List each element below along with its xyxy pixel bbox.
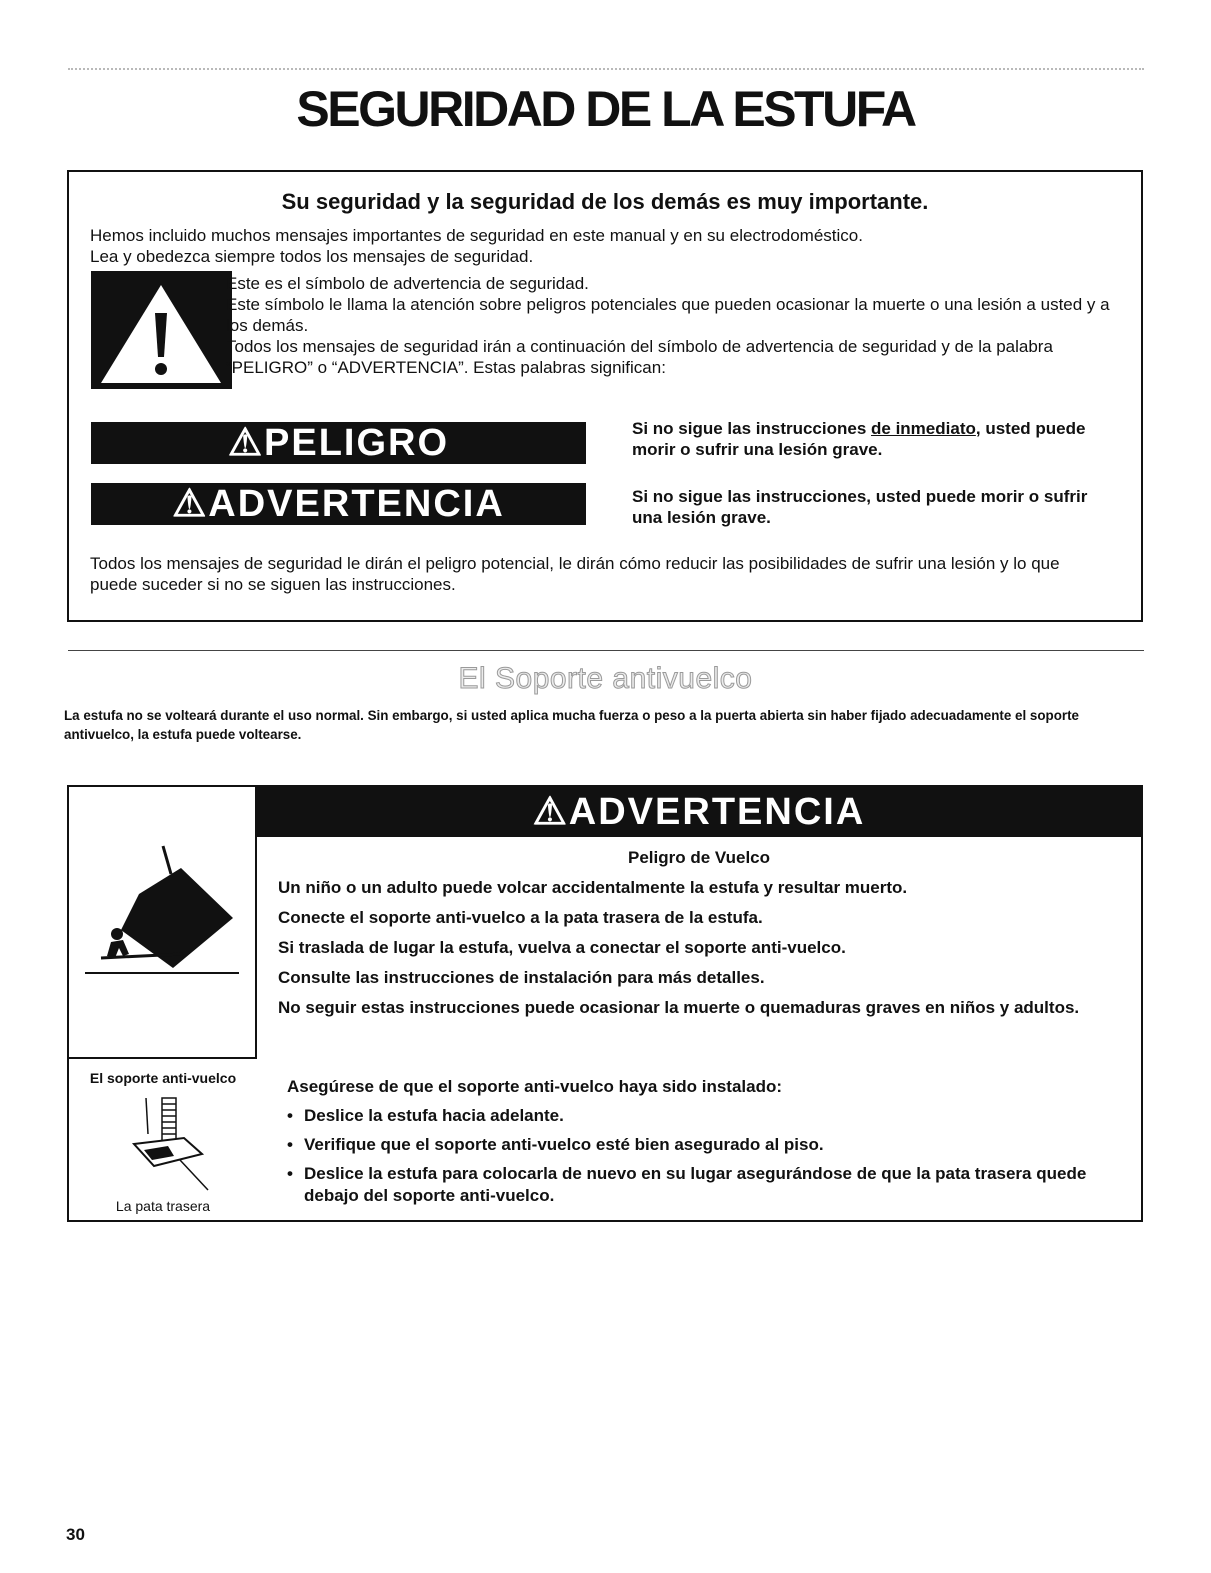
checklist-item-text: Verifique que el soporte anti-vuelco esté bien asegurado al piso. [304,1135,824,1154]
bullet-dot: • [287,1164,293,1183]
page-number: 30 [66,1525,85,1544]
symbol-text-1: Este es el símbolo de advertencia de seguridad. [226,274,589,293]
danger-desc-underline: de inmediato [871,419,976,438]
checklist-item-text: Deslice la estufa hacia adelante. [304,1106,564,1125]
section-rule [68,650,1144,651]
hazard-line: No seguir estas instrucciones puede ocasionar la muerte o quemaduras graves en niños y adultos. [278,998,1080,1017]
banner-warning-icon: ⚠ [532,791,569,833]
tip-over-icon [83,842,243,982]
page-title: SEGURIDAD DE LA ESTUFA [296,81,915,137]
safety-message-box [67,170,1143,622]
banner-label: ADVERTENCIA [568,791,866,833]
safety-intro-line-2: Lea y obedezca siempre todos los mensajes de seguridad. [90,247,534,266]
bullet-dot: • [287,1135,293,1154]
danger-desc-post: , usted puede morir o sufrir una lesión grave. [632,419,1086,459]
foot-label: La pata trasera [115,1198,211,1214]
danger-description [632,418,1102,460]
section-intro: La estufa no se volteará durante el uso normal. Sin embargo, si usted aplica mucha fuerza o peso a la puerta abierta sin haber fijado adecuadamente el soporte antivuelco, la estufa puede voltearse. [64,708,1080,742]
install-checklist [287,1076,1127,1207]
symbol-text-2: Este símbolo le llama la atención sobre peligros potenciales que pueden ocasionar la muerte o una lesión a usted y a los demás. [226,295,1110,335]
warning-label: ADVERTENCIA [208,483,505,525]
safety-intro-line-1: Hemos incluido muchos mensajes importantes de seguridad en este manual y en su electrodoméstico. [90,226,863,245]
hazard-line: Conecte el soporte anti-vuelco a la pata trasera de la estufa. [278,908,763,927]
warning-alert-icon: ⚠ [172,483,209,525]
section-title: El Soporte antivuelco [458,662,753,695]
checklist-heading: Asegúrese de que el soporte anti-vuelco haya sido instalado: [287,1077,783,1096]
anti-tip-warning-box [67,785,1143,1222]
hazard-line: Si traslada de lugar la estufa, vuelva a conectar el soporte anti-vuelco. [278,938,846,957]
checklist-item [287,1105,1127,1127]
hazard-lines [278,877,1128,1019]
bracket-icon [124,1092,214,1192]
top-dotted-rule [68,68,1144,70]
safety-heading: Su seguridad y la seguridad de los demás es muy importante. [281,189,929,214]
bullet-dot: • [287,1106,293,1125]
warning-signal-word [91,483,586,525]
checklist-item [287,1163,1127,1207]
danger-signal-word [91,422,586,464]
danger-warning-icon: ⚠ [227,422,265,464]
danger-desc-pre: Si no sigue las instrucciones [632,419,872,438]
hazard-line: Un niño o un adulto puede volcar accidentalmente la estufa y resultar muerto. [278,878,908,897]
checklist-item-text: Deslice la estufa para colocarla de nuevo en su lugar asegurándose de que la pata trasera quede debajo del soporte anti-vuelco. [304,1164,1087,1205]
hazard-title: Peligro de Vuelco [627,848,771,867]
bracket-label: El soporte anti-vuelco [89,1070,237,1086]
danger-label: PELIGRO [264,422,450,464]
advertencia-banner [257,787,1141,837]
checklist-item [287,1134,1127,1156]
warning-description: Si no sigue las instrucciones, usted puede morir o sufrir una lesión grave. [632,487,1088,527]
symbol-explanation [226,273,1116,378]
hazard-line: Consulte las instrucciones de instalación para más detalles. [278,968,765,987]
horizontal-divider [69,1057,257,1059]
safety-footer: Todos los mensajes de seguridad le dirán el peligro potencial, le dirán cómo reducir las posibilidades de sufrir una lesión y lo que puede suceder si no se siguen las instrucciones. [90,554,1060,594]
warning-triangle-icon [91,271,232,389]
symbol-text-3: Todos los mensajes de seguridad irán a continuación del símbolo de advertencia de seguridad y de la palabra “PELIGRO” o “ADVERTENCIA”. Estas palabras significan: [226,337,1053,377]
safety-intro [90,225,863,267]
